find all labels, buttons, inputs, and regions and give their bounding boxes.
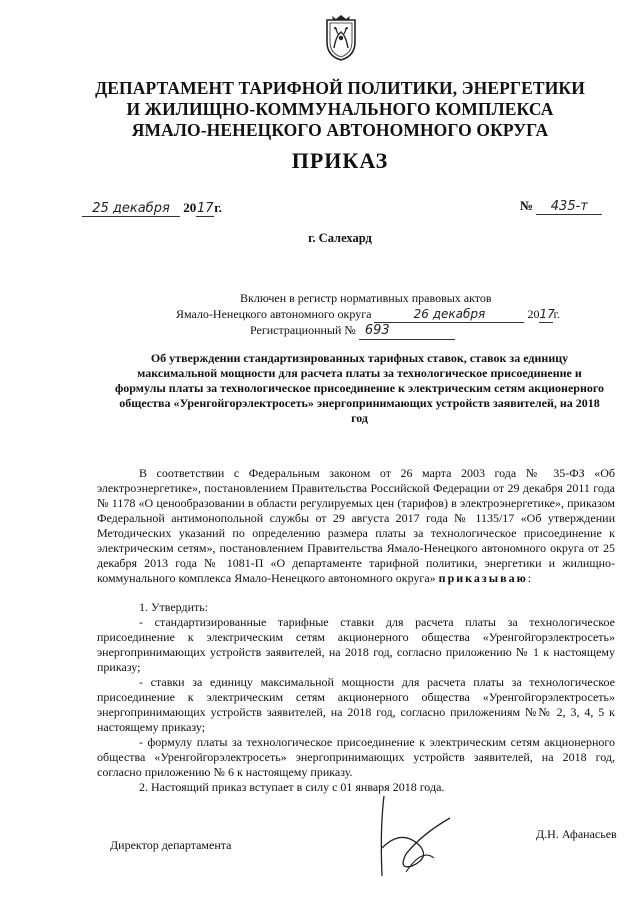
handwritten-signature bbox=[362, 788, 482, 878]
order-date bbox=[82, 200, 222, 217]
city: г. Салехард bbox=[308, 231, 372, 245]
document-type: ПРИКАЗ bbox=[291, 148, 389, 173]
preamble-paragraph bbox=[97, 466, 615, 586]
registry-line-2 bbox=[176, 306, 560, 323]
registry-number-label: Регистрационный № bbox=[250, 323, 356, 337]
order-year-handwritten: 17 bbox=[196, 201, 214, 216]
order-items bbox=[97, 600, 615, 795]
registry-line-1: Включен в регистр нормативных правовых актов bbox=[240, 291, 492, 305]
registry-date-handwritten: 26 декабря bbox=[374, 306, 524, 323]
coat-of-arms-emblem bbox=[322, 14, 360, 62]
item-1-c: - формулу платы за технологическое присоединение к электрическим сетям акционерного общества «Уренгойгорэлектросеть» энергопринимающих устройств заявителей, на 2018 год, согласно приложению № 6 к настоящему приказу. bbox=[97, 735, 615, 779]
item-1: 1. Утвердить: bbox=[139, 600, 209, 614]
registry-year-prefix: 20 bbox=[527, 307, 540, 321]
registry-year-handwritten: 17 bbox=[539, 307, 555, 321]
document-title: Об утверждении стандартизированных тарифных ставок, ставок за единицу максимальной мощности для расчета платы за технологическое присоединение и формулы платы за технологическое присоединение к электрическим сетям акционерного общества «Уренгойгорэлектросеть» энергопринимающих устройств заявителей, на 2018 год bbox=[114, 351, 605, 425]
item-1-a: - стандартизированные тарифные ставки для расчета платы за технологическое присоединение к электрическим сетям акционерного общества «Уренгойгорэлектросеть» энергопринимающих устройств заявителей, на 2018 год, согласно приложению № 1 к настоящему приказу; bbox=[97, 615, 615, 674]
order-year-suffix: г. bbox=[214, 200, 222, 215]
order-date-handwritten: 25 декабря bbox=[82, 201, 180, 217]
order-number-label: № bbox=[520, 198, 534, 213]
signatory-position: Директор департамента bbox=[110, 838, 232, 852]
department-line-3: ЯМАЛО-НЕНЕЦКОГО АВТОНОМНОГО ОКРУГА bbox=[131, 120, 549, 140]
item-1-b: - ставки за единицу максимальной мощности для расчета платы за технологическое присоединение к электрическим сетям акционерного общества «Уренгойгорэлектросеть» энергопринимающих устройств заявителей, на 2018 год, согласно приложениям №№ 2, 3, 4, 5 к настоящему приказу; bbox=[97, 675, 615, 734]
department-line-1: ДЕПАРТАМЕНТ ТАРИФНОЙ ПОЛИТИКИ, ЭНЕРГЕТИКИ bbox=[95, 78, 585, 98]
department-name bbox=[40, 78, 640, 141]
registry-number-handwritten: 693 bbox=[359, 323, 455, 340]
department-line-2: И ЖИЛИЩНО-КОММУНАЛЬНОГО КОМПЛЕКСА bbox=[126, 99, 554, 119]
order-word: приказываю bbox=[438, 571, 528, 585]
signatory-name: Д.Н. Афанасьев bbox=[536, 827, 617, 841]
order-number-handwritten: 435-т bbox=[536, 199, 602, 215]
registry-line-2-prefix: Ямало-Ненецкого автономного округа bbox=[176, 307, 372, 321]
registry-year-suffix: г. bbox=[553, 307, 561, 321]
registry-line-3 bbox=[250, 322, 455, 340]
order-colon: : bbox=[527, 571, 532, 585]
order-number bbox=[520, 198, 602, 215]
item-2: 2. Настоящий приказ вступает в силу с 01 января 2018 года. bbox=[139, 780, 445, 794]
order-year-prefix: 20 bbox=[183, 200, 197, 215]
preamble-text: В соответствии с Федеральным законом от 26 марта 2003 года № 35-ФЗ «Об электроэнергетике», постановлением Правительства Российской Федерации от 29 декабря 2011 года № 1178 «О ценообразовании в области регулируемых цен (тарифов) в электроэнергетике», приказом Федеральной антимонопольной службы от 29 августа 2017 года № 1135/17 «Об утверждении Методических указаний по определению размера платы за технологическое присоединение к электрическим сетям», постановлением Правительства Ямало-Ненецкого автономного округа от 25 декабря 2013 года № 1081-П «О департаменте тарифной политики, энергетики и жилищно-коммунального комплекса Ямало-Ненецкого автономного округа» bbox=[97, 466, 615, 585]
